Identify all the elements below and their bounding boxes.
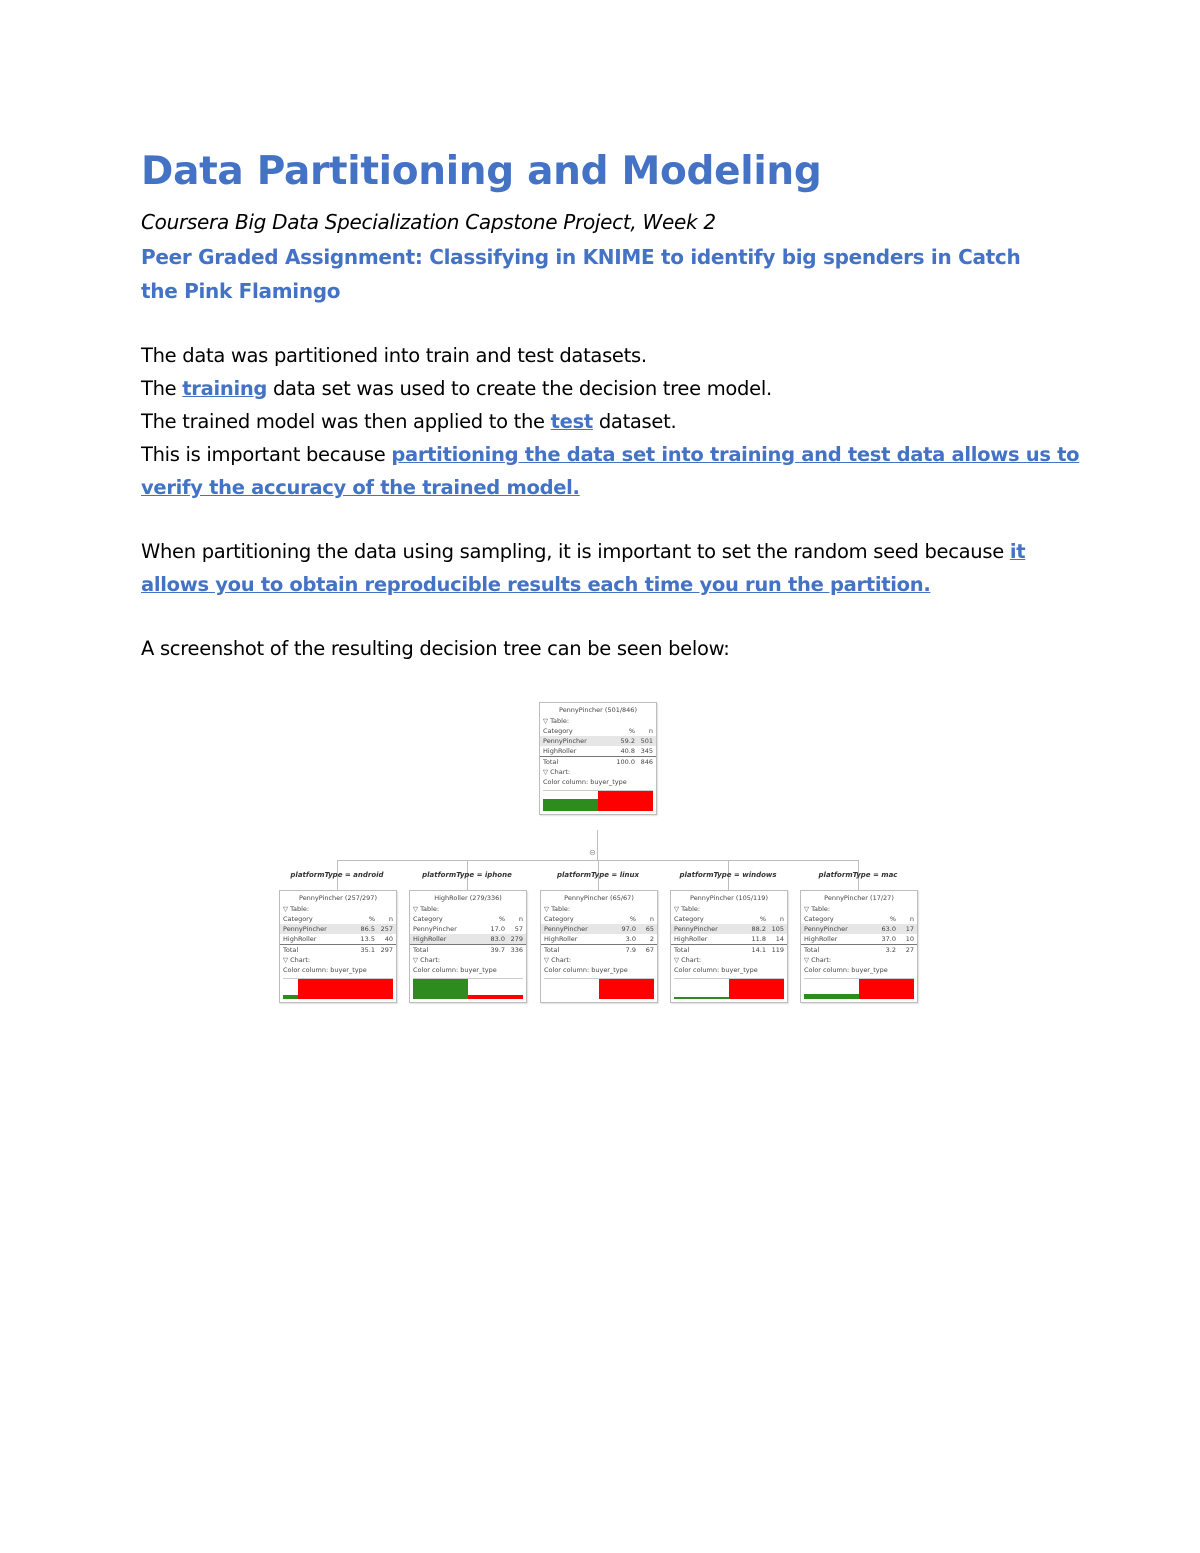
cell: Total — [413, 946, 429, 954]
color-column-label: Color column: buyer_type — [544, 966, 628, 974]
bar-green — [804, 994, 859, 999]
cell: 846 — [640, 758, 653, 766]
cell: 119 — [771, 946, 784, 954]
cell: 17.0 — [490, 925, 505, 933]
class-distribution-bar — [283, 978, 393, 999]
cell: PennyPincher — [804, 925, 848, 933]
cell: 257 — [380, 925, 393, 933]
edge-label: platformType = iphone — [422, 871, 512, 879]
col-n: n — [648, 727, 653, 735]
table-row — [671, 924, 787, 934]
cell: 67 — [645, 946, 654, 954]
cell: 501 — [640, 737, 653, 745]
node-header: PennyPincher (65/67) — [564, 894, 634, 902]
table-row — [410, 924, 526, 934]
text: The — [141, 377, 183, 400]
link-training[interactable]: training — [182, 377, 268, 400]
link-verify-accuracy[interactable]: verify the accuracy of the trained model. — [141, 476, 580, 499]
table-row — [541, 934, 657, 944]
page-title: Data Partitioning and Modeling — [141, 149, 822, 194]
tree-node-child — [800, 890, 918, 1003]
col-pct: % — [628, 727, 635, 735]
cell: 39.7 — [490, 946, 505, 954]
table-row — [671, 944, 787, 955]
col-category: Category — [804, 915, 834, 923]
document-body — [141, 143, 1080, 665]
bar-red — [298, 979, 393, 999]
table-row — [280, 924, 396, 934]
assignment-heading: Peer Graded Assignment: Classifying in KNIME to identify big spenders in Catch the Pink Flamingo — [141, 245, 1021, 303]
bar-red — [599, 979, 654, 999]
cell: 37.0 — [881, 935, 896, 943]
cell: PennyPincher — [543, 737, 587, 745]
table-row — [410, 944, 526, 955]
table-row — [540, 746, 656, 756]
cell: 13.5 — [360, 935, 375, 943]
table-label: ▽ Table: — [413, 905, 440, 913]
paragraph-partition: The data was partitioned into train and test datasets. — [141, 344, 647, 367]
paragraph-screenshot: A screenshot of the resulting decision tree can be seen below: — [141, 637, 730, 660]
class-distribution-bar — [413, 978, 523, 999]
table-label: ▽ Table: — [543, 717, 570, 725]
cell: 100.0 — [616, 758, 635, 766]
tree-node-root — [539, 702, 657, 815]
color-column-label: Color column: buyer_type — [283, 966, 367, 974]
cell: 105 — [771, 925, 784, 933]
cell: 279 — [510, 935, 523, 943]
col-n: n — [649, 915, 654, 923]
cell: 345 — [640, 747, 653, 755]
col-pct: % — [759, 915, 766, 923]
table-header-row — [541, 914, 657, 924]
bar-red — [598, 791, 653, 811]
bar-red — [859, 979, 914, 999]
cell: PennyPincher — [283, 925, 327, 933]
table-row — [801, 934, 917, 944]
cell: PennyPincher — [544, 925, 588, 933]
table-row — [671, 934, 787, 944]
cell: HighRoller — [544, 935, 578, 943]
table-row — [280, 944, 396, 955]
paragraph-training — [141, 372, 1041, 405]
cell: PennyPincher — [413, 925, 457, 933]
node-header: HighRoller (279/336) — [434, 894, 502, 902]
cell: Total — [804, 946, 820, 954]
cell: 83.0 — [490, 935, 505, 943]
table-header-row — [540, 726, 656, 736]
link-test[interactable]: test — [550, 410, 593, 433]
text: The trained model was then applied to the — [141, 410, 551, 433]
edge-label: platformType = linux — [556, 871, 640, 879]
col-pct: % — [889, 915, 896, 923]
bar-green — [674, 997, 729, 999]
table-header-row — [671, 914, 787, 924]
tree-node-child — [409, 890, 527, 1003]
tree-node-child — [670, 890, 788, 1003]
cell: Total — [543, 758, 559, 766]
table-row-total — [540, 756, 656, 767]
col-n: n — [518, 915, 523, 923]
table-row — [280, 934, 396, 944]
col-category: Category — [543, 727, 573, 735]
link-partitioning[interactable]: partitioning the data set into training and test data allows us to — [391, 443, 1080, 466]
cell: 35.1 — [360, 946, 375, 954]
paragraph-test — [141, 405, 1041, 438]
cell: 86.5 — [360, 925, 375, 933]
cell: 2 — [649, 935, 654, 943]
cell: 10 — [905, 935, 914, 943]
col-category: Category — [674, 915, 704, 923]
cell: 297 — [380, 946, 393, 954]
edge-label: platformType = android — [290, 871, 384, 879]
cell: 65 — [645, 925, 654, 933]
chart-label: ▽ Chart: — [544, 956, 572, 964]
class-distribution-bar — [544, 978, 654, 999]
chart-label: ▽ Chart: — [413, 956, 441, 964]
col-pct: % — [498, 915, 505, 923]
color-column-label: Color column: buyer_type — [543, 778, 627, 786]
table-label: ▽ Table: — [544, 905, 571, 913]
chart-label: ▽ Chart: — [674, 956, 702, 964]
cell: 40 — [384, 935, 393, 943]
collapse-icon[interactable]: ⊝ — [589, 848, 596, 857]
color-column-label: Color column: buyer_type — [804, 966, 888, 974]
edge-label: platformType = windows — [679, 871, 777, 879]
col-n: n — [779, 915, 784, 923]
cell: 17 — [905, 925, 914, 933]
chart-label: ▽ Chart: — [283, 956, 311, 964]
color-column-label: Color column: buyer_type — [674, 966, 758, 974]
text: data set was used to create the decision tree model. — [267, 377, 772, 400]
class-distribution-bar — [543, 790, 653, 811]
table-row — [801, 944, 917, 955]
text: dataset. — [592, 410, 677, 433]
node-header: PennyPincher (501/846) — [559, 706, 637, 714]
chart-label: ▽ Chart: — [543, 768, 571, 776]
cell: Total — [544, 946, 560, 954]
paragraph-seed-cont — [141, 568, 1041, 601]
cell: HighRoller — [543, 747, 577, 755]
class-distribution-bar — [804, 978, 914, 999]
class-distribution-bar — [674, 978, 784, 999]
text: This is important because — [141, 443, 392, 466]
tree-connector — [597, 830, 598, 860]
cell: 7.9 — [625, 946, 636, 954]
table-header-row — [410, 914, 526, 924]
table-row — [410, 934, 526, 944]
col-category: Category — [413, 915, 443, 923]
table-row — [541, 924, 657, 934]
col-n: n — [909, 915, 914, 923]
cell: Total — [283, 946, 299, 954]
cell: 3.0 — [625, 935, 636, 943]
col-pct: % — [368, 915, 375, 923]
cell: 40.8 — [620, 747, 635, 755]
color-column-label: Color column: buyer_type — [413, 966, 497, 974]
node-header: PennyPincher (17/27) — [824, 894, 894, 902]
text: When partitioning the data using sampling, it is important to set the random seed because — [141, 540, 1010, 563]
cell: 336 — [510, 946, 523, 954]
cell: 3.2 — [885, 946, 896, 954]
cell: 88.2 — [751, 925, 766, 933]
chart-label: ▽ Chart: — [804, 956, 832, 964]
cell: HighRoller — [413, 935, 447, 943]
cell: 57 — [514, 925, 523, 933]
tree-node-child — [540, 890, 658, 1003]
bar-red — [729, 979, 784, 999]
link-reproducible[interactable]: allows you to obtain reproducible results each time you run the partition. — [141, 573, 931, 596]
node-header: PennyPincher (257/297) — [299, 894, 377, 902]
cell: HighRoller — [283, 935, 317, 943]
col-category: Category — [544, 915, 574, 923]
decision-tree-image — [277, 700, 922, 1022]
table-label: ▽ Table: — [283, 905, 310, 913]
cell: HighRoller — [674, 935, 708, 943]
node-header: PennyPincher (105/119) — [690, 894, 768, 902]
table-label: ▽ Table: — [674, 905, 701, 913]
col-n: n — [388, 915, 393, 923]
subtitle: Coursera Big Data Specialization Capstone Project, Week 2 — [141, 210, 716, 234]
bar-green — [543, 799, 598, 811]
link-it[interactable]: it — [1009, 540, 1026, 563]
bar-green — [413, 979, 468, 999]
table-row — [541, 944, 657, 955]
tree-node-child — [279, 890, 397, 1003]
table-header-row — [801, 914, 917, 924]
cell: 63.0 — [881, 925, 896, 933]
cell: 11.8 — [751, 935, 766, 943]
cell: 27 — [905, 946, 914, 954]
table-header-row — [280, 914, 396, 924]
edge-label: platformType = mac — [818, 871, 898, 879]
bar-green — [283, 995, 298, 999]
paragraph-importance — [141, 438, 1080, 471]
cell: 59.2 — [620, 737, 635, 745]
cell: PennyPincher — [674, 925, 718, 933]
paragraph-importance-cont — [141, 471, 1041, 504]
cell: 14 — [775, 935, 784, 943]
col-category: Category — [283, 915, 313, 923]
cell: Total — [674, 946, 690, 954]
cell: 97.0 — [621, 925, 636, 933]
col-pct: % — [629, 915, 636, 923]
paragraph-seed — [141, 535, 1041, 568]
bar-red — [468, 995, 523, 999]
cell: HighRoller — [804, 935, 838, 943]
table-label: ▽ Table: — [804, 905, 831, 913]
table-row — [801, 924, 917, 934]
table-row — [540, 736, 656, 746]
cell: 14.1 — [751, 946, 766, 954]
